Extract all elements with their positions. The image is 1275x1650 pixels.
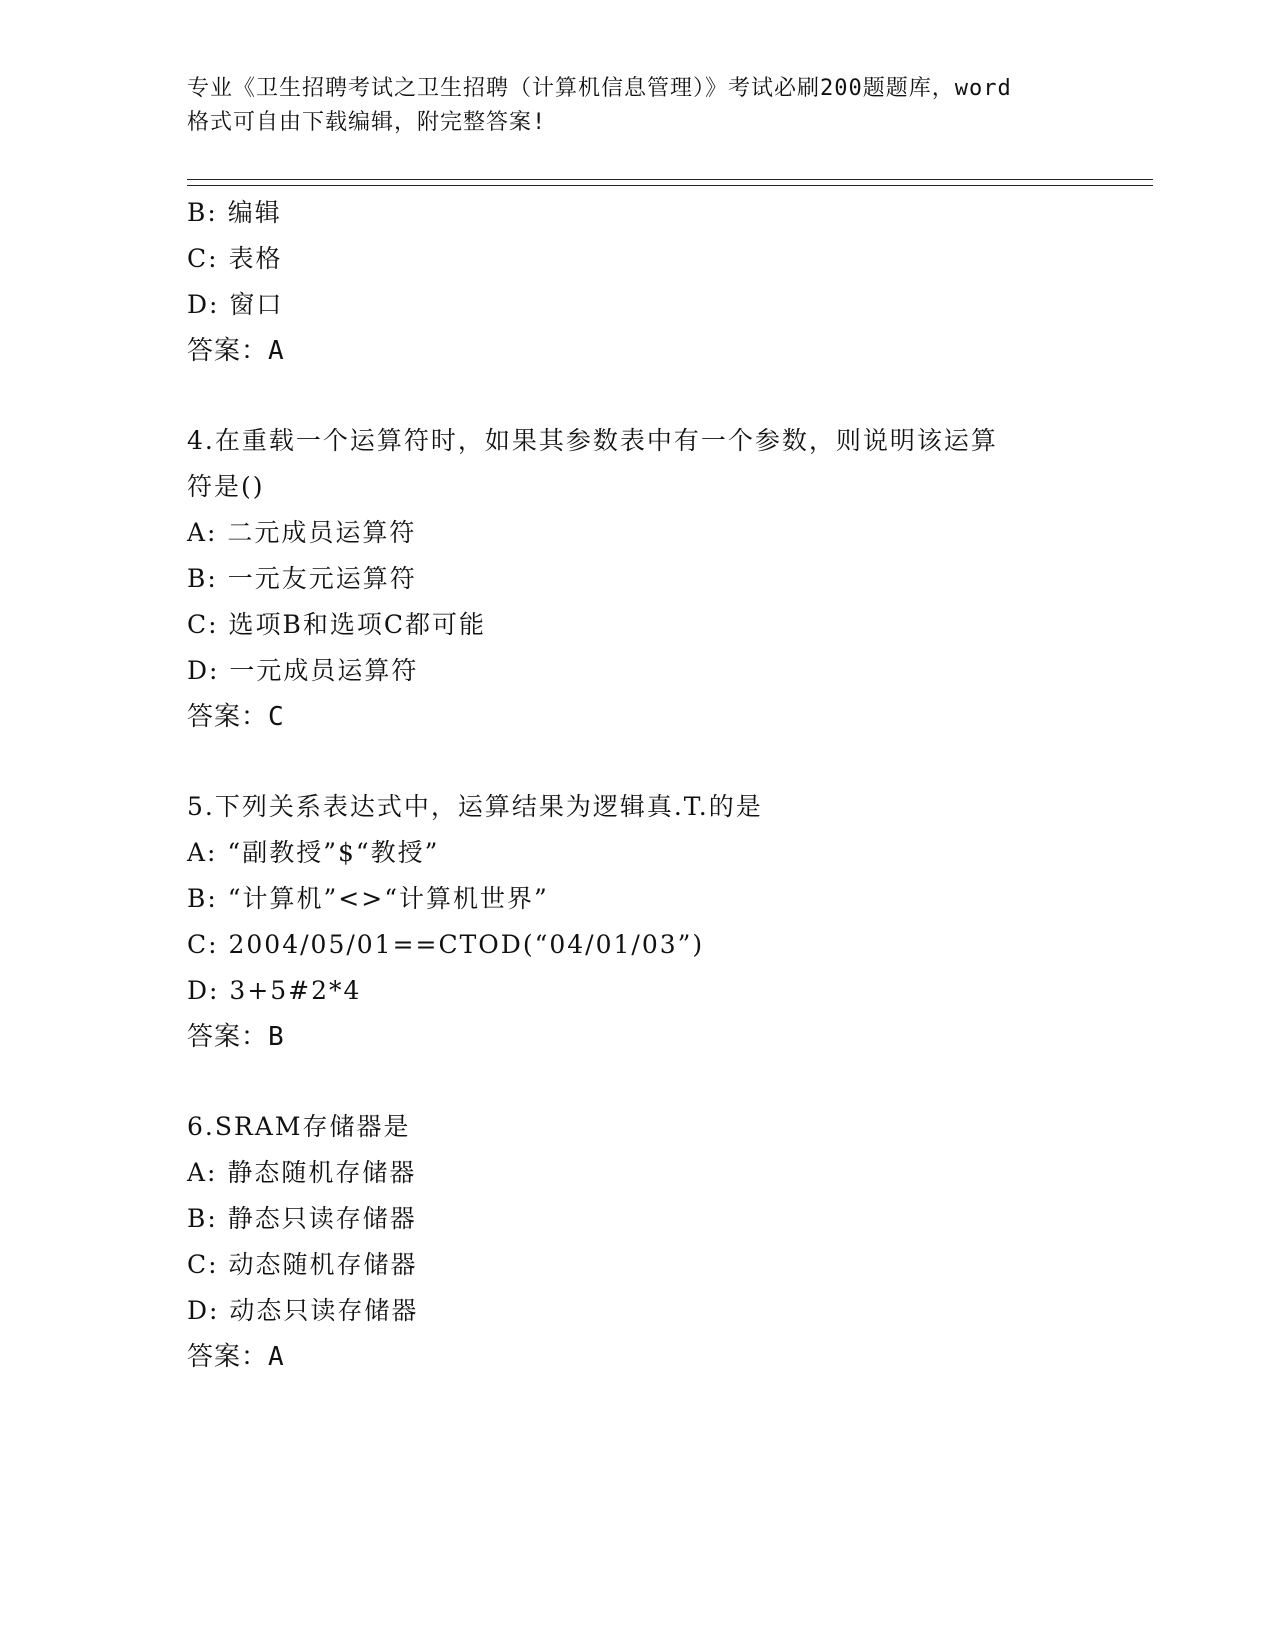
question-list [187,190,1087,1380]
question-6-option-c: C: 动态随机存储器 [187,1250,418,1279]
question-4-option-a: A: 二元成员运算符 [187,518,417,547]
header-title-line-2: 格式可自由下载编辑，附完整答案! [187,110,547,135]
question-5-text: 5.下列关系表达式中，运算结果为逻辑真.T.的是 [187,792,763,821]
question-4-text-line-1: 4.在重载一个运算符时，如果其参数表中有一个参数，则说明该运算 [187,426,998,455]
question-5-option-b: B: “计算机”<>“计算机世界” [187,884,549,913]
question-5-option-c: C: 2004/05/01==CTOD(“04/01/03”) [187,930,705,959]
page-header [187,72,1087,140]
question-4-answer: 答案：C [187,702,285,732]
question-5-option-a: A: “副教授”$“教授” [187,838,440,867]
question-6-option-d: D: 动态只读存储器 [187,1296,419,1325]
question-3-option-b: B: 编辑 [187,198,282,227]
question-3-answer: 答案：A [187,336,285,366]
question-5-answer: 答案：B [187,1022,285,1052]
question-4-option-d: D: 一元成员运算符 [187,656,419,685]
question-4-text-line-2: 符是() [187,472,265,501]
question-3-option-c: C: 表格 [187,244,283,273]
header-title-line-1: 专业《卫生招聘考试之卫生招聘（计算机信息管理）》考试必刷200题题库，word [187,76,1012,101]
question-3-block [187,190,1087,374]
question-5-block [187,784,1087,1060]
spacer [187,374,1087,418]
question-6-answer: 答案：A [187,1342,285,1372]
spacer [187,740,1087,784]
question-6-option-a: A: 静态随机存储器 [187,1158,417,1187]
header-divider [187,179,1153,186]
spacer [187,1060,1087,1104]
question-4-option-c: C: 选项B和选项C都可能 [187,610,486,639]
question-4-option-b: B: 一元友元运算符 [187,564,417,593]
question-6-text: 6.SRAM存储器是 [187,1112,411,1141]
question-4-block [187,418,1087,740]
question-5-option-d: D: 3+5#2*4 [187,976,362,1005]
question-6-block [187,1104,1087,1380]
question-6-option-b: B: 静态只读存储器 [187,1204,417,1233]
question-3-option-d: D: 窗口 [187,290,284,319]
